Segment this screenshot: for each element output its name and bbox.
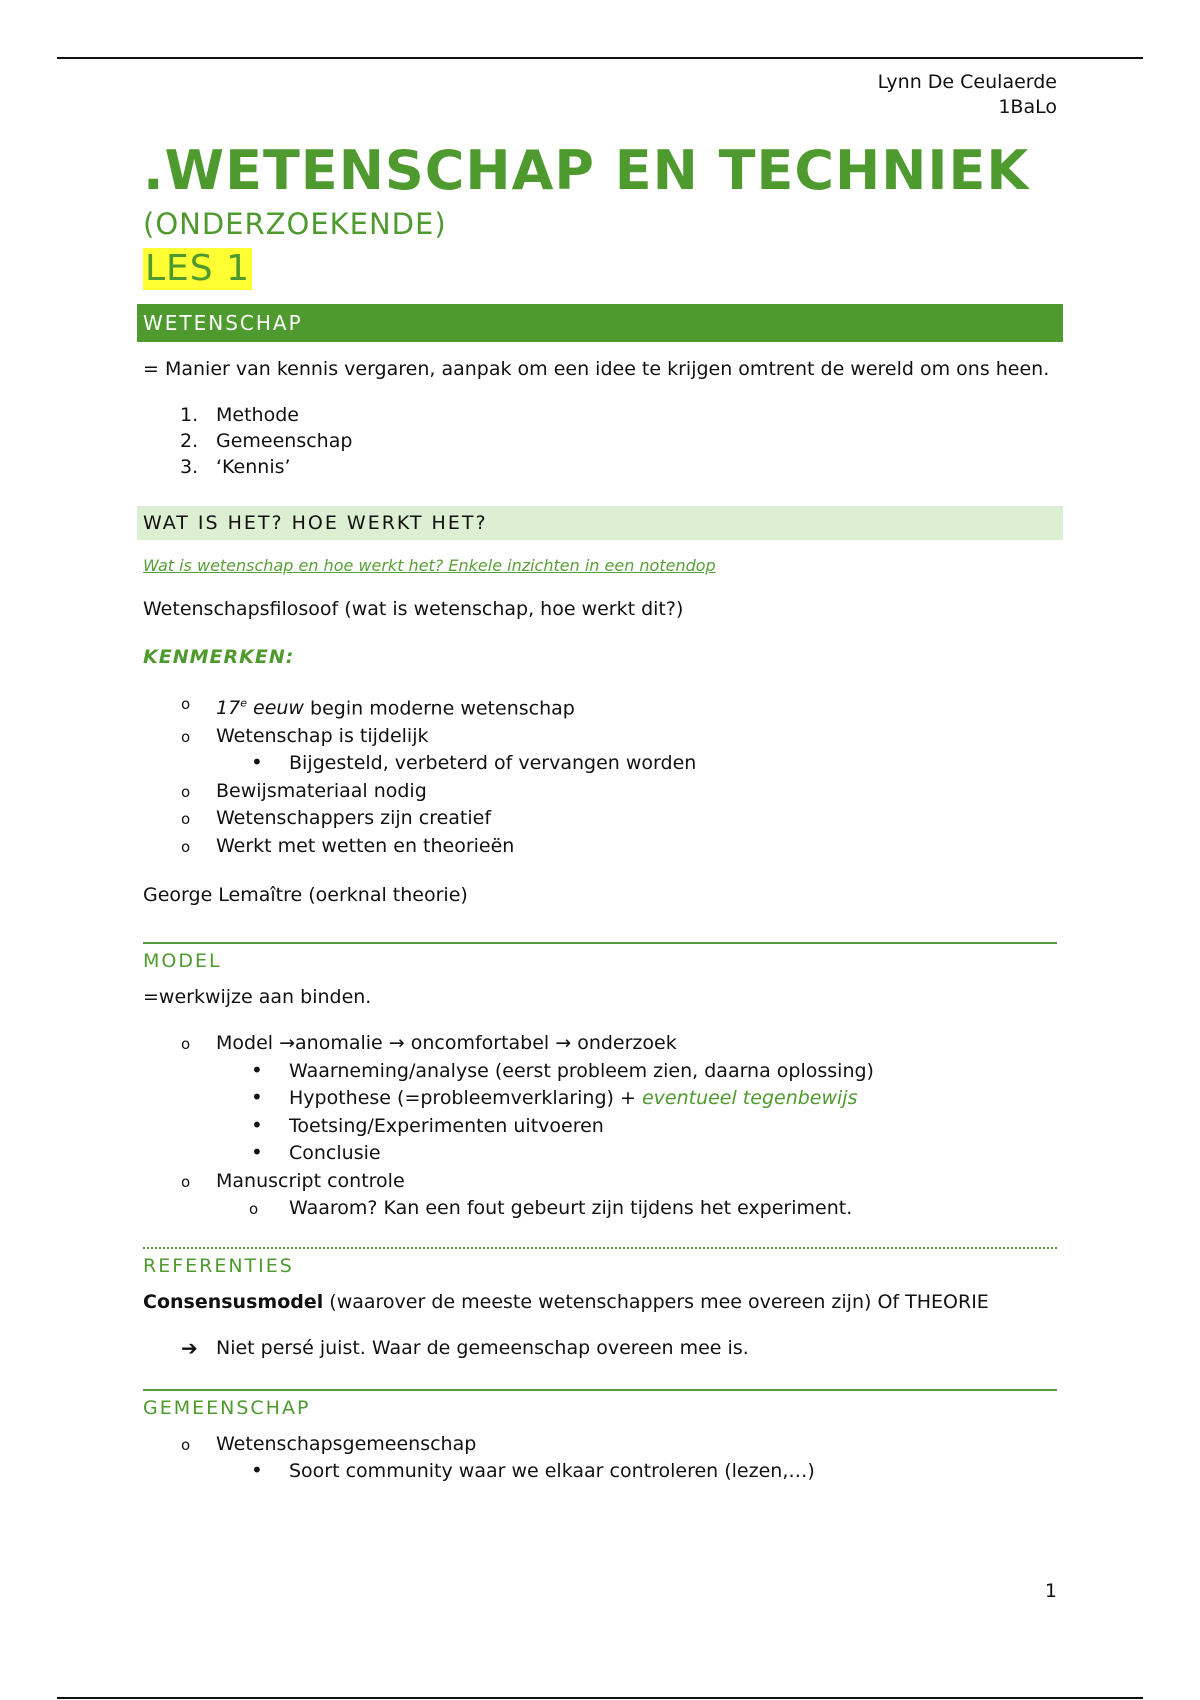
definition-wetenschap: = Manier van kennis vergaren, aanpak om een idee te krijgen omtrent de wereld om ons heen. [143,358,1050,380]
consensus-text: Consensusmodel (waarover de meeste wetenschappers mee overeen zijn) Of THEORIE [143,1290,989,1313]
model-list [143,1030,1057,1223]
list-item: o Werkt met wetten en theorieën [181,834,515,857]
list-item: • Conclusie [251,1140,381,1165]
list-item: • Hypothese (=probleemverklaring) + eventueel tegenbewijs [251,1085,858,1110]
author-name: Lynn De Ceulaerde [877,71,1057,93]
top-rule [57,57,1143,59]
intro-text: Wetenschapsfilosoof (wat is wetenschap, hoe werkt dit?) [143,598,684,620]
list-item: • Soort community waar we elkaar controleren (lezen,…) [251,1458,815,1483]
list-item: 1. Methode [180,404,299,426]
list-item: • Bijgesteld, verbeterd of vervangen worden [251,750,697,775]
heading-model: MODEL [143,950,222,973]
kenmerken-label: KENMERKEN: [143,646,295,668]
numbered-list [143,402,1057,480]
list-item: • Waarneming/analyse (eerst probleem zien, daarna oplossing) [251,1057,874,1082]
definition-model: =werkwijze aan binden. [143,986,372,1009]
george-text: George Lemaître (oerknal theorie) [143,884,468,907]
list-item: 2. Gemeenschap [180,430,353,452]
class-name: 1BaLo [998,96,1057,118]
list-item: 3. ‘Kennis’ [180,456,291,478]
list-item: o Waarom? Kan een fout gebeurt zijn tijdens het experiment. [249,1197,853,1220]
arrow-icon: ➔ [181,1335,198,1360]
document-subtitle: (ONDERZOEKENDE) [143,207,447,241]
list-item: o 17e eeuw begin moderne wetenschap [181,695,575,720]
bottom-rule [57,1697,1143,1699]
arrow-item: ➔ Niet persé juist. Waar de gemeenschap overeen mee is. [181,1335,749,1360]
document-title: .WETENSCHAP EN TECHNIEK [143,139,1030,202]
list-item: o Wetenschappers zijn creatief [181,807,492,830]
list-item: • Toetsing/Experimenten uitvoeren [251,1112,604,1137]
divider [143,1389,1057,1391]
divider [143,942,1057,944]
gemeenschap-list [143,1431,1057,1486]
heading-gemeenschap: GEMEENSCHAP [143,1396,311,1419]
page-header [878,70,1057,120]
source-link[interactable]: Wat is wetenschap en hoe werkt het? Enkele inzichten in een notendop [143,556,716,575]
heading-wetenschap: WETENSCHAP [137,304,1063,342]
list-item: o Manuscript controle [181,1169,405,1192]
list-item: o Model →anomalie → oncomfortabel → onderzoek [181,1032,677,1055]
heading-wat-is-het: WAT IS HET? HOE WERKT HET? [137,506,1063,540]
document-body [143,140,1057,1486]
list-item: o Bewijsmateriaal nodig [181,779,427,802]
heading-referenties: REFERENTIES [143,1254,294,1277]
page-number: 1 [1044,1580,1057,1602]
kenmerken-list [143,690,1057,860]
divider-dotted [143,1247,1057,1249]
lesson-label: LES 1 [145,248,251,289]
list-item: o Wetenschapsgemeenschap [181,1432,477,1455]
list-item: o Wetenschap is tijdelijk [181,724,429,747]
